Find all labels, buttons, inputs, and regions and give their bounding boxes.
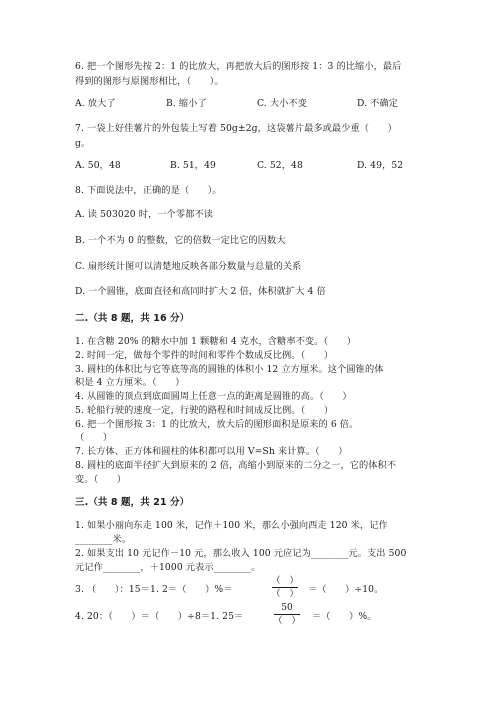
q6-line1: 6. 把一个图形先按 2：1 的比放大，再把放大后的图形按 1：3 的比缩小，最后	[75, 61, 402, 72]
q7-line1: 7. 一袋上好佳薯片的外包装上写着 50g±2g，这袋薯片最多或最少重（ ）	[75, 123, 397, 134]
s2-line: 1. 在含糖 20% 的糖水中加 1 颗糖和 4 克水，含糖率不变。（ ）	[75, 336, 357, 347]
q8-option-c: C. 扇形统计图可以清楚地反映各部分数量与总量的关系	[75, 261, 302, 272]
q8-line1: 8. 下面说法中，正确的是（ ）。	[75, 185, 222, 196]
s2-line: （ ）	[75, 432, 113, 443]
q6-option-c: C. 大小不变	[257, 98, 307, 109]
s2-line: 2. 时间一定，做每个零件的时间和零件个数成反比例。（ ）	[75, 350, 334, 361]
q6-option-b: B. 缩小了	[166, 98, 207, 109]
s3-line: 1. 如果小丽向东走 100 米，记作＋100 米，那么小强向西走 120 米，记作	[75, 520, 388, 531]
q8-option-b: B. 一个不为 0 的整数，它的倍数一定比它的因数大	[75, 235, 286, 246]
q7-line2: g。	[75, 138, 91, 149]
s2-line: 4. 从圆锥的顶点到底面圆周上任意一点的距离是圆锥的高。（ ）	[75, 391, 352, 402]
q7-option-c: C. 52，48	[257, 160, 303, 171]
section3-heading: 三.（共 8 题，共 21 分）	[75, 497, 190, 508]
fraction-denominator: （ ）	[273, 616, 301, 626]
q8-option-d: D. 一个圆锥，底面直径和高同时扩大 2 倍，体积就扩大 4 倍	[75, 286, 326, 297]
s2-line: 3. 圆柱的体积比与它等底等高的圆锥的体积小 12 立方厘米。这个圆锥的体	[75, 364, 384, 375]
fraction-numerator: 50	[281, 603, 293, 613]
s2-line: 6. 把一个图形按 3：1 的比放大，放大后的图形面积是原来的 6 倍。	[75, 419, 359, 430]
s3-line: 2. 如果支出 10 元记作－10 元，那么收入 100 元应记为________元。支出 500	[75, 548, 407, 559]
fraction-denominator: （ ）	[271, 589, 299, 599]
s3-q3-left: 3. （ ）：15＝1. 2＝（ ）%＝	[75, 584, 233, 595]
section2-heading: 二.（共 8 题，共 16 分）	[75, 313, 190, 324]
q7-option-d: D. 49，52	[357, 160, 404, 171]
q6-line2: 得到的图形与原图形相比，（ ）。	[75, 76, 224, 87]
s2-line: 积是 4 立方厘米。（ ）	[75, 377, 185, 388]
s2-line: 变。（ ）	[75, 474, 127, 485]
q7-option-a: A. 50，48	[75, 160, 121, 171]
s3-line: 元记作________，＋1000 元表示________。	[75, 562, 261, 573]
s2-line: 8. 圆柱的底面半径扩大到原来的 2 倍，高缩小到原来的二分之一，它的体积不	[75, 460, 397, 471]
fraction-bar	[274, 614, 300, 615]
q7-option-b: B. 51，49	[170, 160, 216, 171]
s3-q4-fraction	[272, 603, 302, 626]
s3-q3-right: ＝（ ）÷10。	[308, 584, 384, 595]
q8-option-a: A. 读 503020 时，一个零都不读	[75, 209, 214, 220]
fraction-numerator: （ ）	[271, 576, 299, 586]
s3-q3-fraction	[270, 576, 300, 599]
s3-q4-right: ＝（ ）%。	[312, 611, 377, 622]
s3-q4-left: 4. 20：（ ）＝（ ）÷8＝1. 25＝	[75, 611, 244, 622]
fraction-bar	[272, 587, 298, 588]
s2-line: 7. 长方体、正方体和圆柱的体积都可以用 V=Sh 来计算。（ ）	[75, 446, 348, 457]
q6-option-a: A. 放大了	[75, 98, 116, 109]
q6-option-d: D. 不确定	[357, 98, 399, 109]
s3-line: ________米。	[75, 534, 132, 545]
s2-line: 5. 轮船行驶的速度一定，行驶的路程和时间成反比例。（ ）	[75, 405, 334, 416]
